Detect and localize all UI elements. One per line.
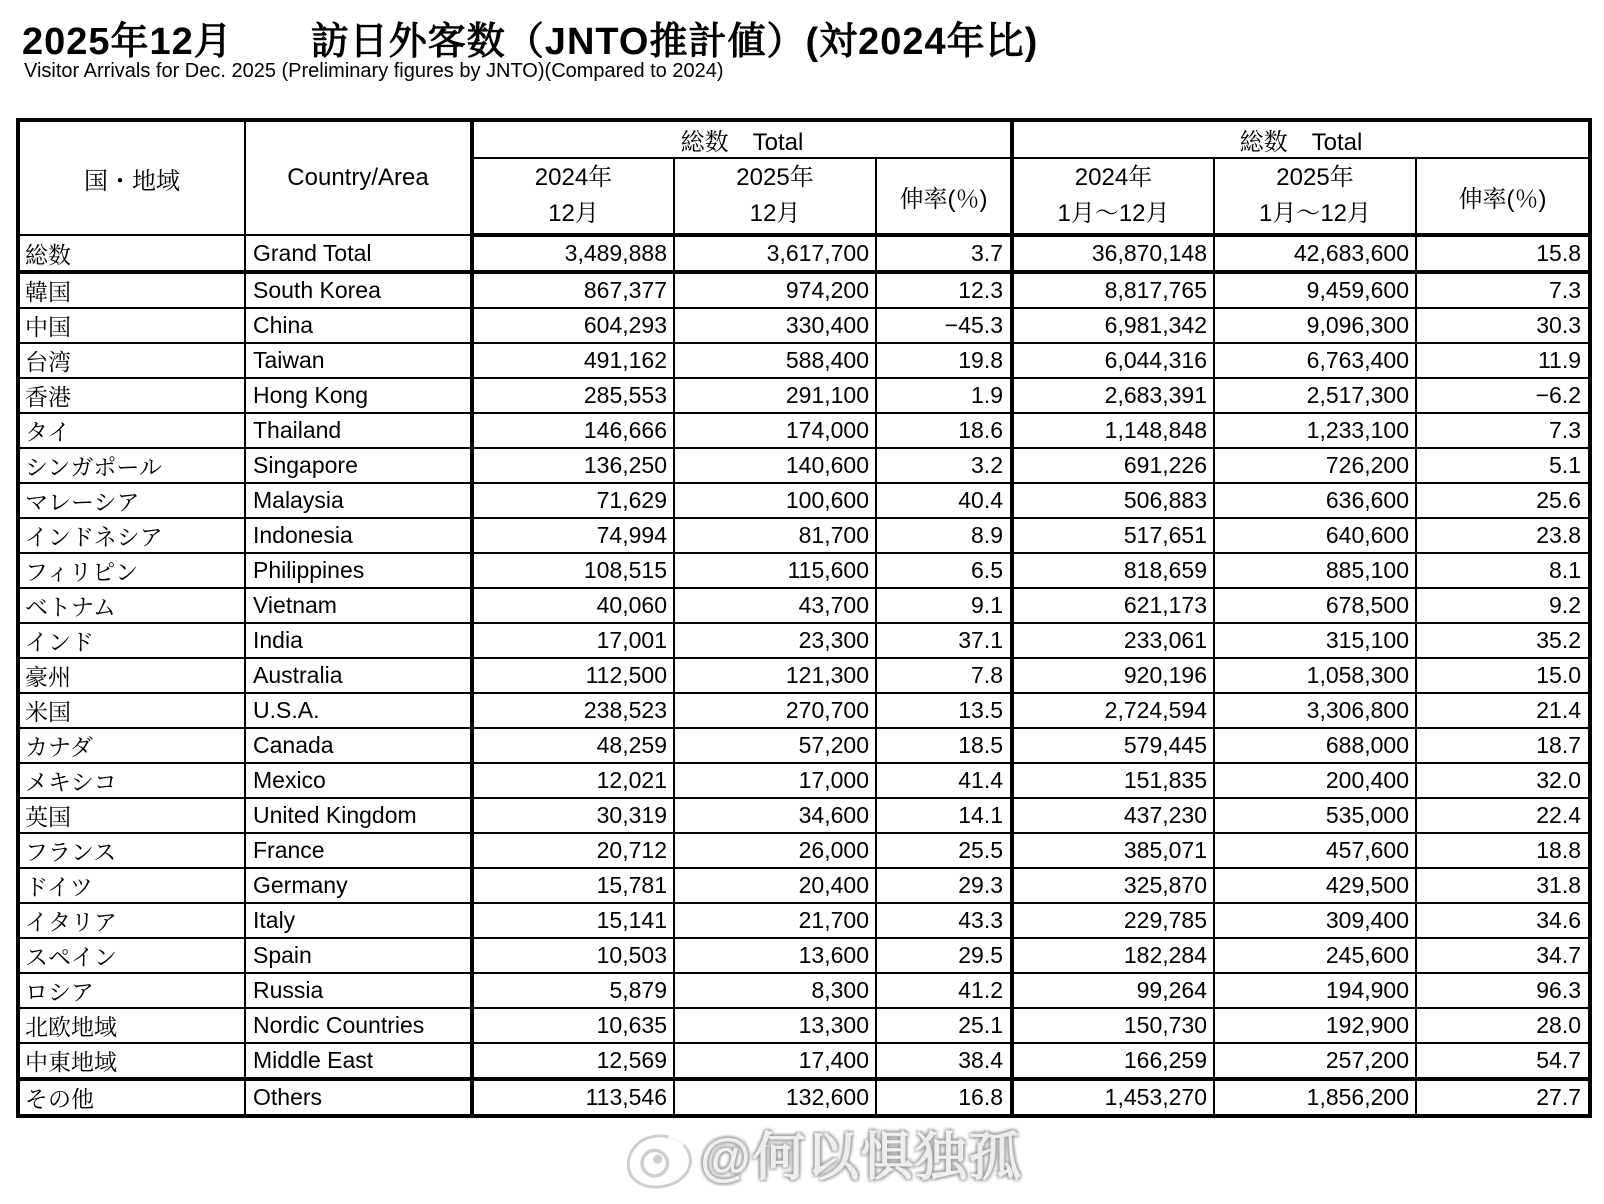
header-dec-2024 bbox=[472, 158, 674, 235]
cell-year-2024: 166,259 bbox=[1012, 1043, 1214, 1079]
cell-country-jp: ロシア bbox=[18, 973, 245, 1008]
cell-country-jp: 豪州 bbox=[18, 658, 245, 693]
cell-year-2025: 726,200 bbox=[1214, 448, 1416, 483]
cell-dec-2025: 23,300 bbox=[674, 623, 876, 658]
header-dec-2024-year: 2024年 bbox=[534, 164, 613, 191]
cell-growth-year: 30.3 bbox=[1416, 308, 1590, 343]
cell-year-2025: 885,100 bbox=[1214, 553, 1416, 588]
cell-country-en: Vietnam bbox=[245, 588, 472, 623]
cell-dec-2025: 57,200 bbox=[674, 728, 876, 763]
cell-dec-2025: 291,100 bbox=[674, 378, 876, 413]
cell-year-2024: 182,284 bbox=[1012, 938, 1214, 973]
cell-year-2024: 1,148,848 bbox=[1012, 413, 1214, 448]
cell-year-2025: 678,500 bbox=[1214, 588, 1416, 623]
cell-year-2024: 36,870,148 bbox=[1012, 235, 1214, 272]
cell-growth-year: 7.3 bbox=[1416, 272, 1590, 308]
cell-dec-2024: 113,546 bbox=[472, 1079, 674, 1116]
cell-year-2025: 309,400 bbox=[1214, 903, 1416, 938]
header-annual-2025-year: 2025年 bbox=[1276, 164, 1354, 191]
table-row bbox=[18, 518, 1590, 553]
cell-country-en: Russia bbox=[245, 973, 472, 1008]
cell-year-2025: 2,517,300 bbox=[1214, 378, 1416, 413]
cell-country-en: France bbox=[245, 833, 472, 868]
table-row bbox=[18, 798, 1590, 833]
header-dec-2025-month: 12月 bbox=[749, 200, 801, 227]
cell-growth-year: 21.4 bbox=[1416, 693, 1590, 728]
cell-growth-dec: 13.5 bbox=[876, 693, 1012, 728]
watermark bbox=[622, 1104, 1023, 1200]
cell-dec-2025: 20,400 bbox=[674, 868, 876, 903]
cell-country-jp: 米国 bbox=[18, 693, 245, 728]
cell-year-2025: 1,856,200 bbox=[1214, 1079, 1416, 1116]
cell-country-en: Canada bbox=[245, 728, 472, 763]
cell-dec-2025: 270,700 bbox=[674, 693, 876, 728]
cell-growth-dec: 41.2 bbox=[876, 973, 1012, 1008]
weibo-logo-icon bbox=[617, 1105, 702, 1198]
cell-year-2024: 579,445 bbox=[1012, 728, 1214, 763]
cell-dec-2024: 604,293 bbox=[472, 308, 674, 343]
header-annual-2025 bbox=[1214, 158, 1416, 235]
cell-dec-2024: 71,629 bbox=[472, 483, 674, 518]
cell-dec-2025: 115,600 bbox=[674, 553, 876, 588]
cell-dec-2024: 285,553 bbox=[472, 378, 674, 413]
cell-country-en: India bbox=[245, 623, 472, 658]
cell-growth-year: 28.0 bbox=[1416, 1008, 1590, 1043]
cell-dec-2024: 3,489,888 bbox=[472, 235, 674, 272]
cell-country-jp: インド bbox=[18, 623, 245, 658]
cell-growth-dec: 1.9 bbox=[876, 378, 1012, 413]
cell-dec-2024: 30,319 bbox=[472, 798, 674, 833]
table-row bbox=[18, 973, 1590, 1008]
cell-year-2025: 688,000 bbox=[1214, 728, 1416, 763]
cell-dec-2024: 867,377 bbox=[472, 272, 674, 308]
header-growth-month: 伸率(％) bbox=[876, 158, 1012, 235]
cell-dec-2025: 140,600 bbox=[674, 448, 876, 483]
cell-country-en: Malaysia bbox=[245, 483, 472, 518]
cell-country-jp: 中国 bbox=[18, 308, 245, 343]
cell-dec-2024: 12,569 bbox=[472, 1043, 674, 1079]
cell-growth-dec: 18.5 bbox=[876, 728, 1012, 763]
cell-country-jp: インドネシア bbox=[18, 518, 245, 553]
table-row bbox=[18, 623, 1590, 658]
cell-growth-year: 15.0 bbox=[1416, 658, 1590, 693]
cell-growth-year: 8.1 bbox=[1416, 553, 1590, 588]
cell-growth-year: 27.7 bbox=[1416, 1079, 1590, 1116]
cell-country-en: United Kingdom bbox=[245, 798, 472, 833]
cell-year-2024: 99,264 bbox=[1012, 973, 1214, 1008]
cell-dec-2025: 132,600 bbox=[674, 1079, 876, 1116]
cell-country-jp: 台湾 bbox=[18, 343, 245, 378]
cell-growth-dec: 12.3 bbox=[876, 272, 1012, 308]
cell-growth-dec: 38.4 bbox=[876, 1043, 1012, 1079]
cell-growth-dec: −45.3 bbox=[876, 308, 1012, 343]
cell-year-2025: 1,058,300 bbox=[1214, 658, 1416, 693]
cell-country-jp: イタリア bbox=[18, 903, 245, 938]
cell-year-2025: 9,459,600 bbox=[1214, 272, 1416, 308]
cell-growth-year: 11.9 bbox=[1416, 343, 1590, 378]
cell-dec-2024: 17,001 bbox=[472, 623, 674, 658]
cell-year-2025: 429,500 bbox=[1214, 868, 1416, 903]
table-row bbox=[18, 658, 1590, 693]
cell-year-2024: 229,785 bbox=[1012, 903, 1214, 938]
cell-dec-2025: 26,000 bbox=[674, 833, 876, 868]
cell-growth-year: 15.8 bbox=[1416, 235, 1590, 272]
cell-country-jp: ベトナム bbox=[18, 588, 245, 623]
cell-year-2025: 6,763,400 bbox=[1214, 343, 1416, 378]
cell-country-jp: 英国 bbox=[18, 798, 245, 833]
page-title: 2025年12月 訪日外客数（JNTO推計値）(対2024年比) bbox=[22, 21, 1039, 63]
visitor-arrivals-table bbox=[16, 118, 1592, 1118]
header-month-total-group: 総数 Total bbox=[472, 120, 1012, 158]
cell-dec-2024: 40,060 bbox=[472, 588, 674, 623]
cell-country-en: Middle East bbox=[245, 1043, 472, 1079]
cell-country-en: China bbox=[245, 308, 472, 343]
table-row bbox=[18, 938, 1590, 973]
cell-country-jp: 韓国 bbox=[18, 272, 245, 308]
table-row bbox=[18, 903, 1590, 938]
cell-growth-dec: 19.8 bbox=[876, 343, 1012, 378]
cell-dec-2024: 136,250 bbox=[472, 448, 674, 483]
cell-dec-2025: 330,400 bbox=[674, 308, 876, 343]
cell-year-2024: 6,981,342 bbox=[1012, 308, 1214, 343]
table-row bbox=[18, 1008, 1590, 1043]
cell-country-en: Germany bbox=[245, 868, 472, 903]
cell-year-2024: 385,071 bbox=[1012, 833, 1214, 868]
cell-dec-2024: 10,503 bbox=[472, 938, 674, 973]
cell-dec-2024: 12,021 bbox=[472, 763, 674, 798]
header-annual-2024 bbox=[1012, 158, 1214, 235]
cell-dec-2025: 8,300 bbox=[674, 973, 876, 1008]
table-row bbox=[18, 588, 1590, 623]
cell-country-en: Nordic Countries bbox=[245, 1008, 472, 1043]
cell-year-2024: 8,817,765 bbox=[1012, 272, 1214, 308]
cell-growth-dec: 6.5 bbox=[876, 553, 1012, 588]
page-subtitle: Visitor Arrivals for Dec. 2025 (Preliminary figures by JNTO)(Compared to 2024) bbox=[24, 60, 724, 82]
cell-country-jp: その他 bbox=[18, 1079, 245, 1116]
table-row bbox=[18, 553, 1590, 588]
cell-growth-year: 25.6 bbox=[1416, 483, 1590, 518]
header-growth-annual: 伸率(％) bbox=[1416, 158, 1590, 235]
cell-country-jp: フランス bbox=[18, 833, 245, 868]
cell-growth-dec: 14.1 bbox=[876, 798, 1012, 833]
cell-dec-2025: 17,400 bbox=[674, 1043, 876, 1079]
cell-dec-2024: 15,781 bbox=[472, 868, 674, 903]
cell-dec-2025: 34,600 bbox=[674, 798, 876, 833]
cell-year-2025: 192,900 bbox=[1214, 1008, 1416, 1043]
cell-year-2025: 457,600 bbox=[1214, 833, 1416, 868]
cell-country-jp: カナダ bbox=[18, 728, 245, 763]
cell-year-2025: 1,233,100 bbox=[1214, 413, 1416, 448]
cell-growth-dec: 7.8 bbox=[876, 658, 1012, 693]
table-row bbox=[18, 1043, 1590, 1079]
cell-dec-2025: 81,700 bbox=[674, 518, 876, 553]
cell-growth-year: 9.2 bbox=[1416, 588, 1590, 623]
table-row bbox=[18, 308, 1590, 343]
cell-growth-year: 96.3 bbox=[1416, 973, 1590, 1008]
cell-growth-year: 7.3 bbox=[1416, 413, 1590, 448]
cell-year-2024: 6,044,316 bbox=[1012, 343, 1214, 378]
header-country-jp: 国・地域 bbox=[18, 120, 245, 235]
table-row bbox=[18, 1079, 1590, 1116]
cell-dec-2025: 13,300 bbox=[674, 1008, 876, 1043]
cell-growth-dec: 37.1 bbox=[876, 623, 1012, 658]
cell-year-2024: 151,835 bbox=[1012, 763, 1214, 798]
cell-country-en: Italy bbox=[245, 903, 472, 938]
cell-growth-dec: 3.2 bbox=[876, 448, 1012, 483]
cell-dec-2025: 588,400 bbox=[674, 343, 876, 378]
cell-country-en: Singapore bbox=[245, 448, 472, 483]
cell-year-2025: 535,000 bbox=[1214, 798, 1416, 833]
cell-dec-2025: 17,000 bbox=[674, 763, 876, 798]
cell-country-jp: 香港 bbox=[18, 378, 245, 413]
cell-country-en: Philippines bbox=[245, 553, 472, 588]
cell-year-2024: 506,883 bbox=[1012, 483, 1214, 518]
cell-year-2024: 920,196 bbox=[1012, 658, 1214, 693]
cell-growth-year: 31.8 bbox=[1416, 868, 1590, 903]
cell-growth-year: 32.0 bbox=[1416, 763, 1590, 798]
cell-year-2024: 1,453,270 bbox=[1012, 1079, 1214, 1116]
header-annual-2024-year: 2024年 bbox=[1074, 164, 1153, 191]
cell-country-en: Australia bbox=[245, 658, 472, 693]
cell-year-2025: 200,400 bbox=[1214, 763, 1416, 798]
header-annual-total-group: 総数 Total bbox=[1012, 120, 1590, 158]
cell-dec-2025: 3,617,700 bbox=[674, 235, 876, 272]
cell-dec-2025: 100,600 bbox=[674, 483, 876, 518]
cell-growth-year: 34.7 bbox=[1416, 938, 1590, 973]
cell-country-jp: スペイン bbox=[18, 938, 245, 973]
cell-dec-2025: 43,700 bbox=[674, 588, 876, 623]
cell-growth-year: 35.2 bbox=[1416, 623, 1590, 658]
table-row bbox=[18, 413, 1590, 448]
cell-growth-dec: 40.4 bbox=[876, 483, 1012, 518]
cell-growth-year: 54.7 bbox=[1416, 1043, 1590, 1079]
cell-country-en: U.S.A. bbox=[245, 693, 472, 728]
cell-growth-dec: 3.7 bbox=[876, 235, 1012, 272]
cell-dec-2024: 74,994 bbox=[472, 518, 674, 553]
cell-year-2024: 437,230 bbox=[1012, 798, 1214, 833]
cell-country-en: Spain bbox=[245, 938, 472, 973]
cell-growth-dec: 41.4 bbox=[876, 763, 1012, 798]
cell-year-2025: 640,600 bbox=[1214, 518, 1416, 553]
cell-country-en: Grand Total bbox=[245, 235, 472, 272]
cell-year-2024: 691,226 bbox=[1012, 448, 1214, 483]
cell-year-2025: 257,200 bbox=[1214, 1043, 1416, 1079]
cell-year-2025: 245,600 bbox=[1214, 938, 1416, 973]
cell-dec-2024: 20,712 bbox=[472, 833, 674, 868]
cell-dec-2024: 491,162 bbox=[472, 343, 674, 378]
cell-dec-2024: 112,500 bbox=[472, 658, 674, 693]
watermark-text: @何以惧独孤 bbox=[700, 1128, 1023, 1187]
cell-growth-year: 23.8 bbox=[1416, 518, 1590, 553]
cell-year-2025: 315,100 bbox=[1214, 623, 1416, 658]
cell-country-en: South Korea bbox=[245, 272, 472, 308]
cell-dec-2024: 146,666 bbox=[472, 413, 674, 448]
cell-growth-dec: 43.3 bbox=[876, 903, 1012, 938]
cell-dec-2025: 174,000 bbox=[674, 413, 876, 448]
cell-dec-2024: 238,523 bbox=[472, 693, 674, 728]
cell-growth-year: 5.1 bbox=[1416, 448, 1590, 483]
cell-growth-dec: 18.6 bbox=[876, 413, 1012, 448]
table-row bbox=[18, 235, 1590, 272]
cell-growth-year: 18.7 bbox=[1416, 728, 1590, 763]
table-row bbox=[18, 868, 1590, 903]
cell-country-jp: マレーシア bbox=[18, 483, 245, 518]
table-row bbox=[18, 448, 1590, 483]
header-dec-2025 bbox=[674, 158, 876, 235]
cell-growth-year: 34.6 bbox=[1416, 903, 1590, 938]
cell-dec-2025: 13,600 bbox=[674, 938, 876, 973]
cell-country-jp: メキシコ bbox=[18, 763, 245, 798]
header-annual-2025-range: 1月～12月 bbox=[1258, 200, 1372, 227]
cell-dec-2024: 5,879 bbox=[472, 973, 674, 1008]
cell-country-en: Mexico bbox=[245, 763, 472, 798]
cell-dec-2024: 10,635 bbox=[472, 1008, 674, 1043]
cell-country-en: Hong Kong bbox=[245, 378, 472, 413]
cell-country-jp: ドイツ bbox=[18, 868, 245, 903]
cell-growth-dec: 9.1 bbox=[876, 588, 1012, 623]
table-row bbox=[18, 343, 1590, 378]
header-country-en: Country/Area bbox=[245, 120, 472, 235]
table-row bbox=[18, 693, 1590, 728]
cell-growth-dec: 16.8 bbox=[876, 1079, 1012, 1116]
cell-dec-2024: 48,259 bbox=[472, 728, 674, 763]
table-row bbox=[18, 833, 1590, 868]
cell-growth-year: 22.4 bbox=[1416, 798, 1590, 833]
cell-dec-2025: 974,200 bbox=[674, 272, 876, 308]
cell-year-2024: 325,870 bbox=[1012, 868, 1214, 903]
cell-country-jp: フィリピン bbox=[18, 553, 245, 588]
cell-dec-2024: 15,141 bbox=[472, 903, 674, 938]
cell-growth-dec: 29.5 bbox=[876, 938, 1012, 973]
cell-country-en: Thailand bbox=[245, 413, 472, 448]
cell-dec-2025: 121,300 bbox=[674, 658, 876, 693]
cell-year-2024: 818,659 bbox=[1012, 553, 1214, 588]
table-row bbox=[18, 728, 1590, 763]
cell-year-2025: 42,683,600 bbox=[1214, 235, 1416, 272]
cell-country-jp: タイ bbox=[18, 413, 245, 448]
cell-year-2024: 621,173 bbox=[1012, 588, 1214, 623]
cell-dec-2025: 21,700 bbox=[674, 903, 876, 938]
cell-growth-dec: 25.5 bbox=[876, 833, 1012, 868]
cell-year-2024: 2,683,391 bbox=[1012, 378, 1214, 413]
cell-growth-dec: 25.1 bbox=[876, 1008, 1012, 1043]
cell-year-2024: 517,651 bbox=[1012, 518, 1214, 553]
cell-year-2025: 3,306,800 bbox=[1214, 693, 1416, 728]
cell-dec-2024: 108,515 bbox=[472, 553, 674, 588]
table-row bbox=[18, 763, 1590, 798]
table-row bbox=[18, 378, 1590, 413]
cell-country-en: Taiwan bbox=[245, 343, 472, 378]
cell-growth-dec: 29.3 bbox=[876, 868, 1012, 903]
header-dec-2025-year: 2025年 bbox=[736, 164, 814, 191]
cell-growth-dec: 8.9 bbox=[876, 518, 1012, 553]
table-row bbox=[18, 272, 1590, 308]
header-annual-2024-range: 1月～12月 bbox=[1057, 200, 1170, 227]
cell-year-2024: 2,724,594 bbox=[1012, 693, 1214, 728]
cell-year-2025: 9,096,300 bbox=[1214, 308, 1416, 343]
cell-country-jp: 総数 bbox=[18, 235, 245, 272]
cell-growth-year: −6.2 bbox=[1416, 378, 1590, 413]
cell-growth-year: 18.8 bbox=[1416, 833, 1590, 868]
cell-country-jp: 北欧地域 bbox=[18, 1008, 245, 1043]
cell-year-2024: 150,730 bbox=[1012, 1008, 1214, 1043]
table-row bbox=[18, 483, 1590, 518]
cell-country-en: Indonesia bbox=[245, 518, 472, 553]
cell-year-2025: 636,600 bbox=[1214, 483, 1416, 518]
header-dec-2024-month: 12月 bbox=[548, 200, 599, 227]
cell-country-jp: シンガポール bbox=[18, 448, 245, 483]
cell-country-en: Others bbox=[245, 1079, 472, 1116]
cell-year-2025: 194,900 bbox=[1214, 973, 1416, 1008]
cell-year-2024: 233,061 bbox=[1012, 623, 1214, 658]
cell-country-jp: 中東地域 bbox=[18, 1043, 245, 1079]
